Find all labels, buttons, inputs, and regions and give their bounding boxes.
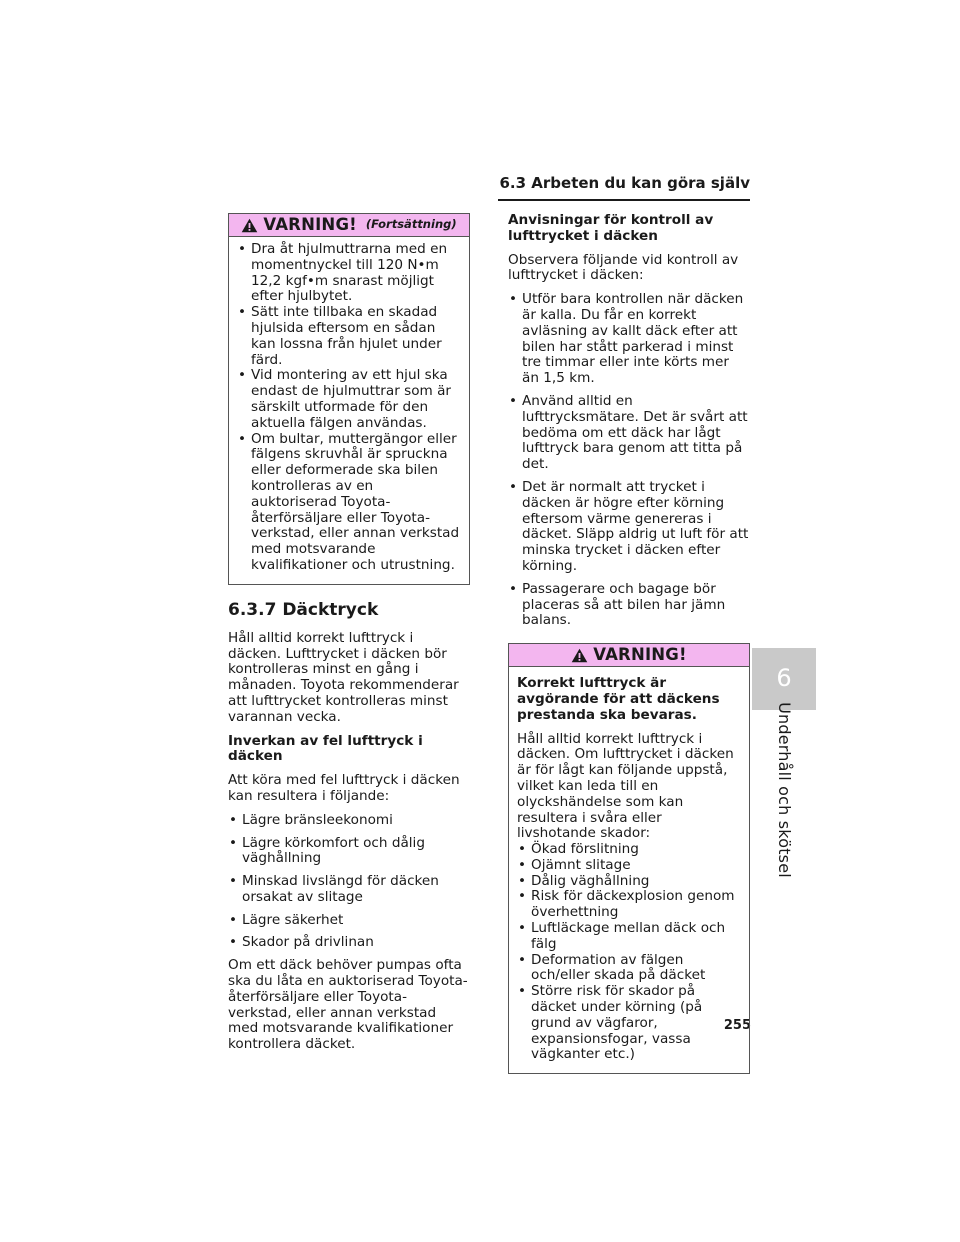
warning-triangle-icon [571,648,588,663]
check-list [508,292,750,629]
list-item: • Ojämnt slitage [517,858,741,874]
list-item: • Deformation av fälgen och/eller skada på däcket [517,953,741,985]
subheading: Inverkan av fel lufttryck i däcken [228,732,423,765]
list-item: • Risk för däckexplosion genom överhettning [517,889,741,921]
warning-box-continued [228,213,470,585]
list-item: • Passagerare och bagage bör placeras så att bilen har jämn balans. [508,582,750,629]
warning-body [509,667,749,1073]
left-column [228,213,470,1061]
list-item: • Utför bara kontrollen när däcken är kalla. Du får en korrekt avläsning av kallt däck efter att bilen har stått parkerad i minst tre timmar eller inte körts mer än 1,5 km. [508,292,750,387]
list-item: • Ökad förslitning [517,842,741,858]
warning-text: Håll alltid korrekt lufttryck i däcken. Om lufttrycket i däcken är för lågt kan följande uppstå, vilket kan leda till en olyckshändelse som kan resultera i svåra eller livshotande skador: [517,730,734,842]
list-item: • Lägre säkerhet [228,913,470,929]
warning-triangle-icon [241,218,258,233]
effects-intro: Att köra med fel lufttryck i däcken kan resultera i följande: [228,772,460,804]
list-item: • Lägre bränsleekonomi [228,813,470,829]
list-item: • Minskad livslängd för däcken orsakat av slitage [228,874,470,906]
warning-heading: Korrekt lufttryck är avgörande för att däckens prestanda ska bevaras. [517,675,720,723]
running-header: 6.3 Arbeten du kan göra själv [499,174,750,192]
warning-list [517,842,741,1063]
warning-title: VARNING! [593,645,687,665]
closing-paragraph: Om ett däck behöver pumpas ofta ska du låta en auktoriserad Toyota-återförsäljare eller Toyota-verkstad, eller annan verkstad med motsvarande kvalifikationer kontrollera däcket. [228,957,468,1053]
chapter-tab [752,648,816,710]
chapter-label: Underhåll och skötsel [774,702,794,878]
list-item: • Skador på drivlinan [228,935,470,951]
header-rule [498,199,750,201]
warning-continued-label: (Fortsättning) [365,217,457,232]
right-column [508,213,750,1074]
list-item: • Större risk för skador på däcket under körning (på grund av vägfaror, expansionsfogar, vassa vägkanter etc.) [517,984,741,1063]
list-item: • Det är normalt att trycket i däcken är högre efter körning eftersom värme genereras i däcket. Släpp aldrig ut luft för att minska trycket i däcken efter körning. [508,480,750,575]
warning-body [229,237,469,584]
chapter-number: 6 [776,664,792,693]
warning-list [237,242,461,574]
effects-list [228,813,470,952]
warning-box [508,643,750,1074]
warning-header [509,644,749,667]
intro-paragraph: Håll alltid korrekt lufttryck i däcken. Lufttrycket i däcken bör kontrolleras minst en gång i månaden. Toyota rekommenderar att lufttrycket kontrolleras minst varannan vecka. [228,629,459,725]
page-number: 255 [723,1018,751,1033]
list-item: • Använd alltid en lufttrycksmätare. Det är svårt att bedöma om ett däck har lågt lufttryck bara genom att titta på det. [508,394,750,473]
list-item: • Lägre körkomfort och dålig väghållning [228,836,470,868]
list-item: • Dra åt hjulmuttrarna med en momentnyckel till 120 N•m 12,2 kgf•m snarast möjligt efter hjulbytet. [237,242,461,305]
subheading: Anvisningar för kontroll av lufttrycket i däcken [508,212,714,244]
list-item: • Vid montering av ett hjul ska endast de hjulmuttrar som är särskilt utformade för den aktuella fälgen användas. [237,368,461,431]
list-item: • Dålig väghållning [517,874,741,890]
section-title: 6.3.7 Däcktryck [228,599,379,620]
list-item: • Om bultar, muttergängor eller fälgens skruvhål är spruckna eller deformerade ska bilen kontrolleras av en auktoriserad Toyota-återförsäljare eller Toyota-verkstad, eller annan verkstad med motsvarande kvalifikationer och utrustning. [237,432,461,574]
warning-title: VARNING! [263,215,357,235]
list-item: • Luftläckage mellan däck och fälg [517,921,741,953]
check-intro: Observera följande vid kontroll av lufttrycket i däcken: [508,251,739,284]
list-item: • Sätt inte tillbaka en skadad hjulsida eftersom en sådan kan lossna från hjulet under färd. [237,305,461,368]
warning-header [229,214,469,237]
